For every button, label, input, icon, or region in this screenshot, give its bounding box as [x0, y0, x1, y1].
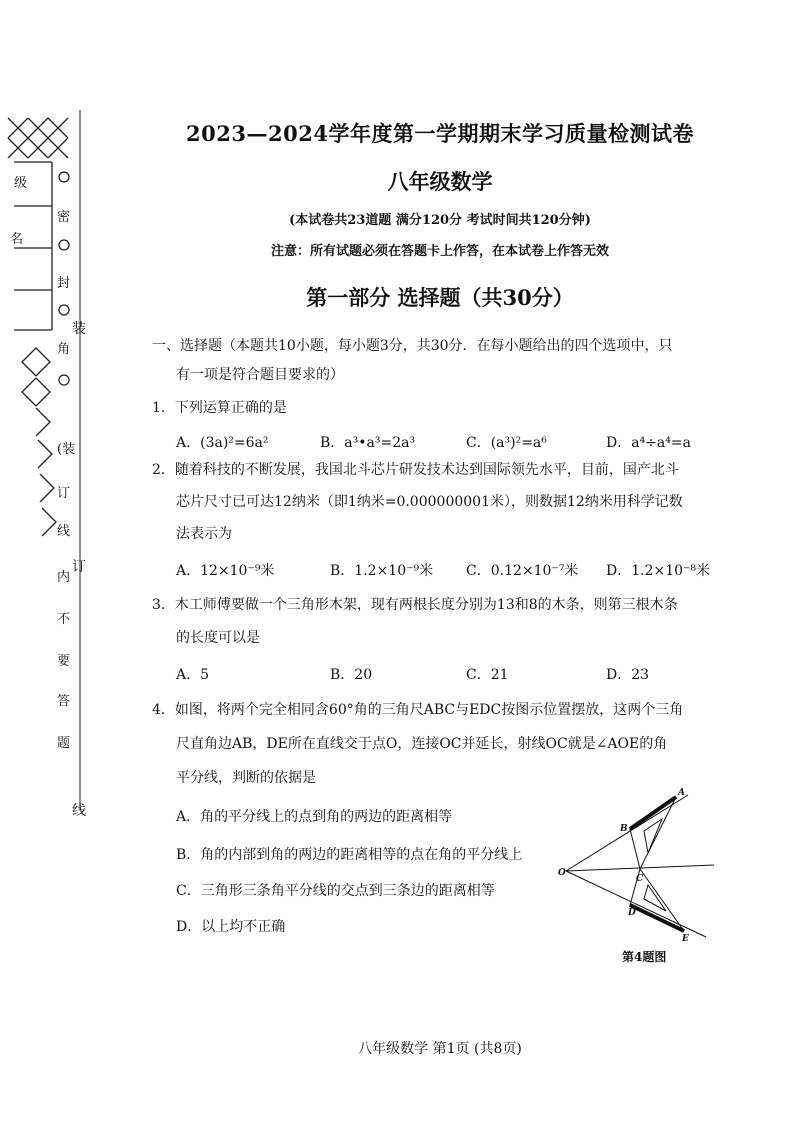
section-intro-line1: 一、选择题（本题共10小题，每小题3分，共30分．在每小题给出的四个选项中，只: [152, 338, 673, 354]
label-b: B: [620, 824, 628, 834]
inner-char-7: 答: [57, 694, 71, 709]
seal-char-1: 密: [57, 210, 71, 225]
q2-stem-line2: 芯片尺寸已可达12纳米（即1纳米=0.000000001米），则数据12纳米用科学记数: [176, 494, 683, 510]
binding-margin-lines: [0, 90, 110, 860]
label-c: C: [636, 874, 644, 884]
label-o: O: [558, 868, 566, 878]
name-label: 名: [10, 232, 24, 247]
exam-title: 2023—2024学年度第一学期期末学习质量检测试卷: [186, 121, 694, 146]
triangle-abc: [630, 797, 676, 869]
q4-option-a: A．角的平分线上的点到角的两边的距离相等: [176, 809, 453, 825]
exam-notice: 注意：所有试题必须在答题卡上作答，在本试卷上作答无效: [270, 244, 609, 259]
q4-option-b: B．角的内部到角的两边的距离相等的点在角的平分线上: [176, 847, 523, 863]
triangle-edc-inner: [644, 885, 666, 911]
seal-char-2: 封: [57, 276, 71, 291]
q1-option-c: C．(a³)²=a⁶: [466, 435, 547, 451]
q1-option-a: A．(3a)²=6a²: [176, 435, 269, 451]
label-a: A: [678, 788, 685, 798]
q3-option-c: C．21: [466, 667, 509, 683]
q2-option-b: B．1.2×10⁻⁹米: [330, 563, 434, 579]
part-title: 第一部分 选择题（共30分）: [306, 285, 574, 310]
binding-char-ding: 订: [72, 559, 86, 575]
q3-option-a: A．5: [176, 667, 210, 683]
q4-figure: [556, 785, 721, 945]
q1-option-d: D．a⁴÷a⁴=a: [606, 435, 691, 451]
q2-stem-line1: 2．随着科技的不断发展，我国北斗芯片研发技术达到国际领先水平，目前，国产北斗: [152, 462, 679, 478]
q1-stem: 1．下列运算正确的是: [152, 400, 287, 416]
q4-stem-line2: 尺直角边AB，DE所在直线交于点O，连接OC并延长，射线OC就是∠AOE的角: [176, 736, 668, 752]
exam-subject: 八年级数学: [387, 169, 493, 194]
triangle-abc-inner: [644, 819, 662, 853]
q4-option-d: D．以上均不正确: [176, 919, 286, 935]
q2-stem-line3: 法表示为: [176, 526, 232, 542]
binding-char-xian: 线: [72, 803, 86, 819]
inner-char-1: (装: [57, 442, 76, 457]
label-e: E: [682, 934, 689, 944]
q4-stem-line3: 平分线，判断的依据是: [176, 770, 316, 786]
inner-char-4: 内: [57, 570, 71, 585]
q4-option-c: C．三角形三条角平分线的交点到三条边的距离相等: [176, 883, 495, 899]
inner-char-8: 题: [57, 736, 71, 751]
exam-info: (本试卷共23道题 满分120分 考试时间共120分钟): [289, 213, 591, 228]
q2-option-c: C．0.12×10⁻⁷米: [466, 563, 579, 579]
q3-option-d: D．23: [606, 667, 650, 683]
seal-char-3: 角: [57, 342, 71, 357]
q3-option-b: B．20: [330, 667, 373, 683]
q1-option-b: B．a³•a³=2a³: [320, 435, 416, 451]
inner-char-3: 线: [57, 524, 71, 539]
q3-stem-line1: 3．木工师傅要做一个三角形木架，现有两根长度分别为13和8的木条，则第三根木条: [152, 597, 678, 613]
class-label: 级: [14, 176, 28, 191]
inner-char-2: 订: [57, 486, 71, 501]
figure-caption: 第4题图: [622, 950, 667, 964]
label-d: D: [628, 908, 636, 918]
q2-option-d: D．1.2×10⁻⁸米: [606, 563, 711, 579]
q2-option-a: A．12×10⁻⁹米: [176, 563, 275, 579]
binding-char-zhuang: 装: [72, 321, 86, 337]
page-footer: 八年级数学 第1页 (共8页): [358, 1041, 522, 1057]
section-intro-line2: 有一项是符合题目要求的）: [176, 367, 344, 383]
q4-stem-line1: 4．如图，将两个完全相同含60°角的三角尺ABC与EDC按图示位置摆放，这两个三角: [152, 702, 684, 718]
inner-char-5: 不: [57, 612, 71, 627]
inner-char-6: 要: [57, 654, 71, 669]
q3-stem-line2: 的长度可以是: [176, 630, 260, 646]
